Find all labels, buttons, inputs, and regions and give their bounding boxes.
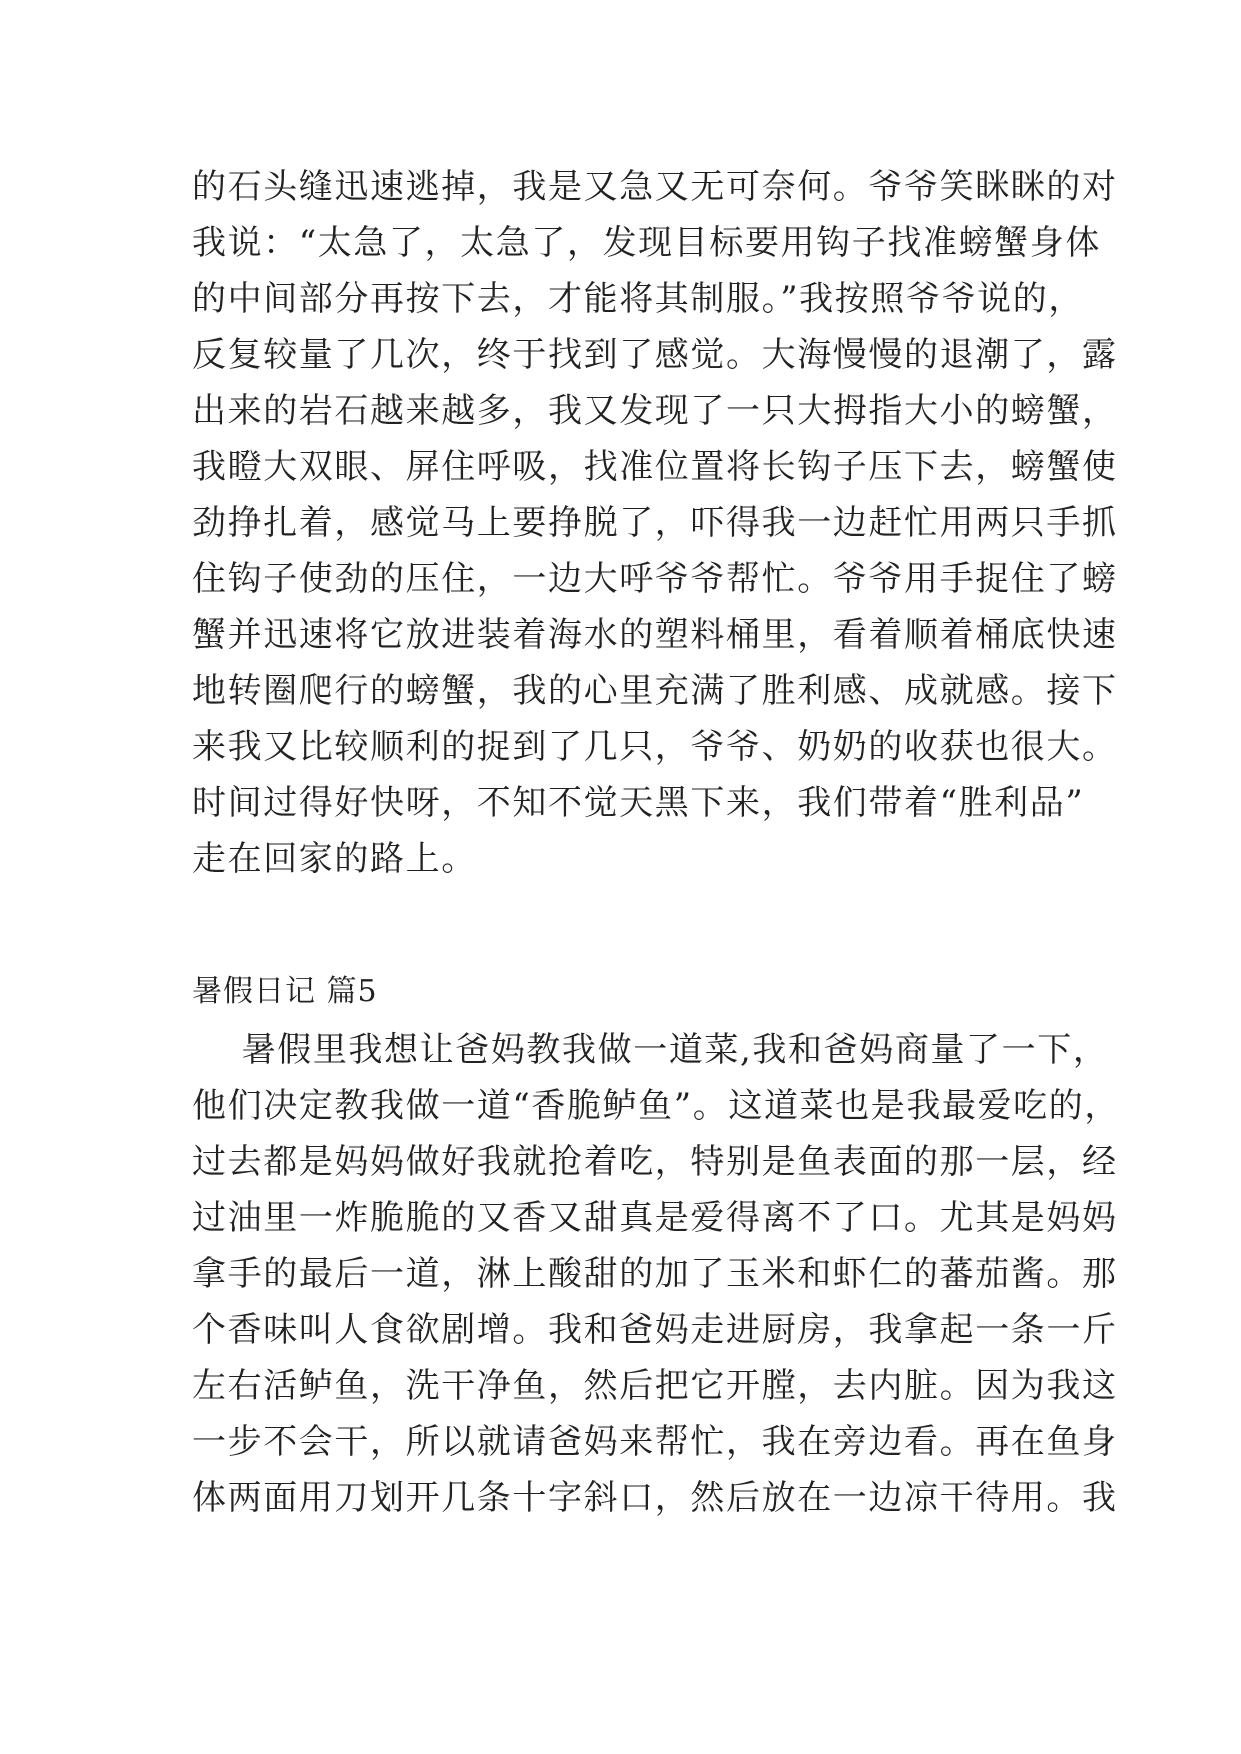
paragraph-line: 劲挣扎着，感觉马上要挣脱了，吓得我一边赶忙用两只手抓 bbox=[192, 503, 1118, 543]
paragraph-line: 的石头缝迅速逃掉，我是又急又无可奈何。爷爷笑眯眯的对 bbox=[192, 167, 1118, 207]
paragraph-line: 拿手的最后一道，淋上酸甜的加了玉米和虾仁的蕃茄酱。那 bbox=[192, 1254, 1118, 1294]
paragraph-line: 蟹并迅速将它放进装着海水的塑料桶里，看着顺着桶底快速 bbox=[192, 615, 1118, 655]
paragraph-line: 个香味叫人食欲剧增。我和爸妈走进厨房，我拿起一条一斤 bbox=[192, 1310, 1118, 1350]
paragraph-line: 暑假里我想让爸妈教我做一道菜,我和爸妈商量了一下， bbox=[192, 1030, 1109, 1070]
paragraph-line: 我瞪大双眼、屏住呼吸，找准位置将长钩子压下去，螃蟹使 bbox=[192, 447, 1118, 487]
paragraph-line: 出来的岩石越来越多，我又发现了一只大拇指大小的螃蟹， bbox=[192, 391, 1118, 431]
paragraph-line: 来我又比较顺利的捉到了几只，爷爷、奶奶的收获也很大。 bbox=[192, 727, 1118, 767]
paragraph-line: 时间过得好快呀，不知不觉天黑下来，我们带着“胜利品” bbox=[192, 783, 1085, 823]
paragraph-line: 过去都是妈妈做好我就抢着吃，特别是鱼表面的那一层，经 bbox=[192, 1142, 1118, 1182]
section-heading: 暑假日记 篇5 bbox=[192, 974, 378, 1009]
paragraph-line: 我说：“太急了，太急了，发现目标要用钩子找准螃蟹身体 bbox=[192, 223, 1101, 263]
paragraph-line: 他们决定教我做一道“香脆鲈鱼”。这道菜也是我最爱吃的， bbox=[192, 1086, 1120, 1126]
paragraph-line: 过油里一炸脆脆的又香又甜真是爱得离不了口。尤其是妈妈 bbox=[192, 1198, 1118, 1238]
paragraph-line: 体两面用刀划开几条十字斜口，然后放在一边凉干待用。我 bbox=[192, 1478, 1118, 1518]
paragraph-line: 左右活鲈鱼，洗干净鱼，然后把它开膛，去内脏。因为我这 bbox=[192, 1366, 1118, 1406]
paragraph-line: 地转圈爬行的螃蟹，我的心里充满了胜利感、成就感。接下 bbox=[192, 671, 1118, 711]
paragraph-line: 住钩子使劲的压住，一边大呼爷爷帮忙。爷爷用手捉住了螃 bbox=[192, 559, 1118, 599]
paragraph-line: 的中间部分再按下去，才能将其制服。”我按照爷爷说的， bbox=[192, 279, 1084, 319]
paragraph-line: 走在回家的路上。 bbox=[192, 839, 477, 879]
paragraph-line: 一步不会干，所以就请爸妈来帮忙，我在旁边看。再在鱼身 bbox=[192, 1422, 1118, 1462]
paragraph-line: 反复较量了几次，终于找到了感觉。大海慢慢的退潮了，露 bbox=[192, 335, 1118, 375]
